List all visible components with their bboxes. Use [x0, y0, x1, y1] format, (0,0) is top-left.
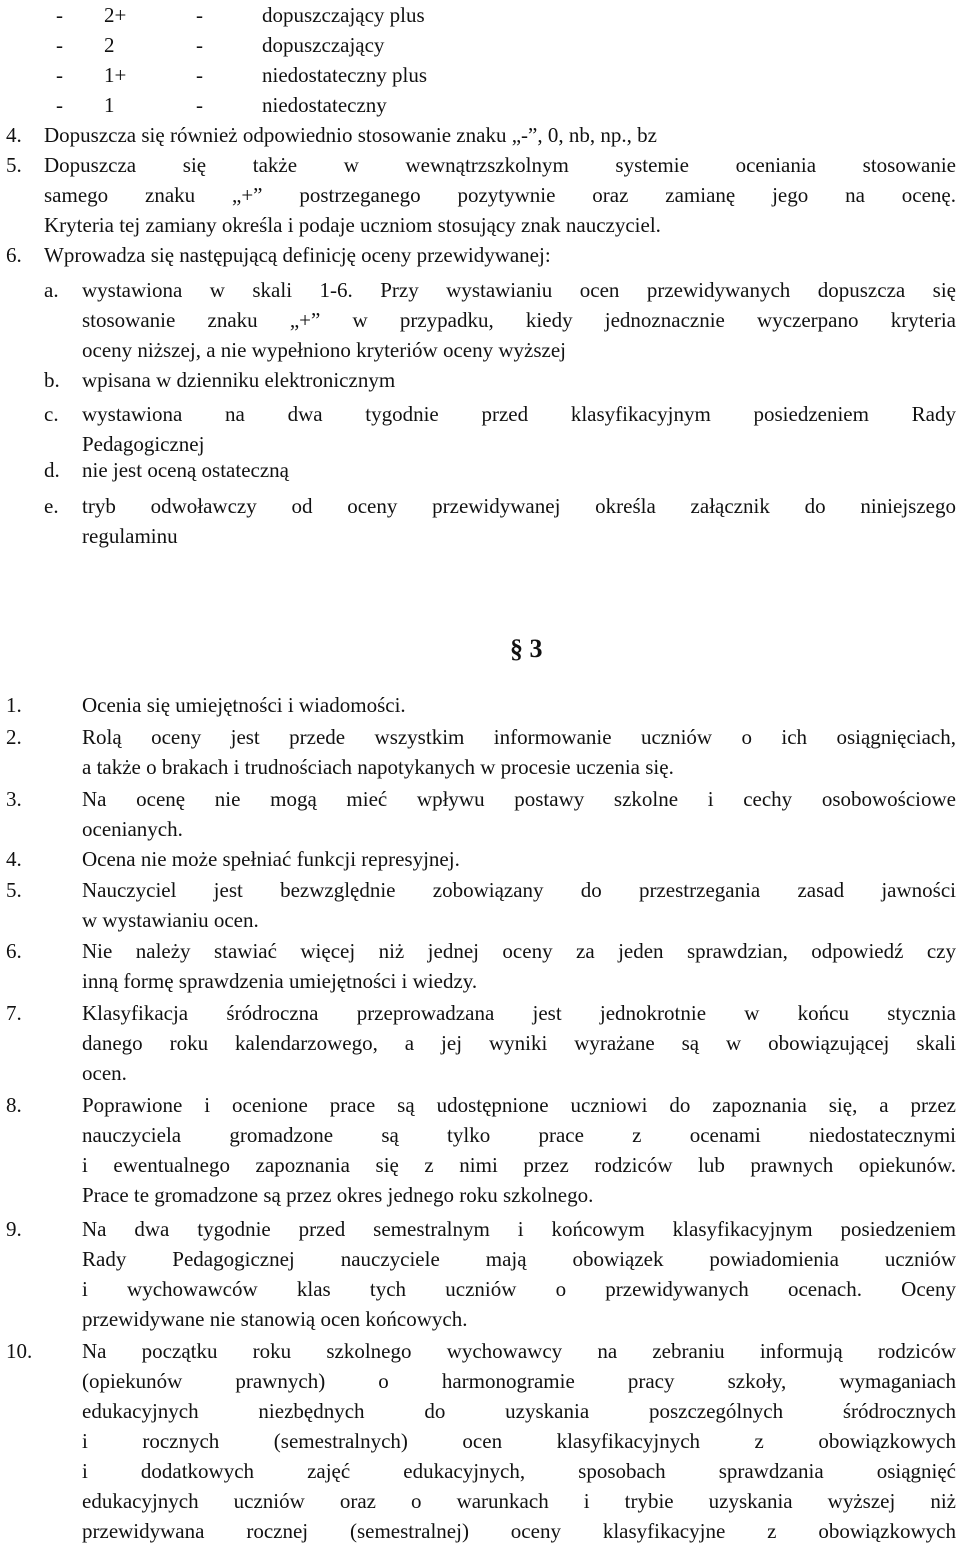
grade-separator: -	[196, 93, 203, 117]
section-item-text: w wystawianiu ocen.	[82, 908, 259, 932]
sub-item-text: wpisana w dzienniku elektronicznym	[82, 368, 396, 392]
section-item-text: inną formę sprawdzenia umiejętności i wiedzy.	[82, 969, 478, 993]
list-item-text: Wprowadza się następującą definicję oceny przewidywanej:	[44, 243, 551, 267]
grade-dash: -	[56, 33, 63, 57]
section-item-text: Klasyfikacja śródroczna przeprowadzana jest jednokrotnie w końcu stycznia	[82, 1001, 956, 1025]
section-item-text: Na dwa tygodnie przed semestralnym i końcowym klasyfikacyjnym posiedzeniem	[82, 1217, 956, 1241]
section-item-number: 1.	[6, 693, 22, 717]
grade-dash: -	[56, 3, 63, 27]
sub-item-letter: d.	[44, 458, 60, 482]
section-item-text: edukacyjnych uczniów oraz o warunkach i trybie uzyskania wyższej niż	[82, 1489, 956, 1513]
sub-item-text: regulaminu	[82, 524, 178, 548]
sub-item-text: oceny niższej, a nie wypełniono kryteriów oceny wyższej	[82, 338, 566, 362]
section-item-text: Prace te gromadzone są przez okres jednego roku szkolnego.	[82, 1183, 594, 1207]
list-item-number: 4.	[6, 123, 22, 147]
section-item-number: 6.	[6, 939, 22, 963]
grade-name: dopuszczający	[262, 33, 385, 57]
section-item-text: i dodatkowych zajęć edukacyjnych, sposobach sprawdzania osiągnięć	[82, 1459, 956, 1483]
section-item-text: edukacyjnych niezbędnych do uzyskania poszczególnych śródrocznych	[82, 1399, 956, 1423]
section-item-text: i rocznych (semestralnych) ocen klasyfikacyjnych z obowiązkowych	[82, 1429, 956, 1453]
list-item-text: samego znaku „+” postrzeganego pozytywnie oraz zamianę jego na ocenę.	[44, 183, 956, 207]
grade-separator: -	[196, 3, 203, 27]
grade-name: niedostateczny	[262, 93, 387, 117]
list-item-text: Dopuszcza się także w wewnątrzszkolnym systemie oceniania stosowanie	[44, 153, 956, 177]
section-item-text: nauczyciela gromadzone są tylko prace z ocenami niedostatecznymi	[82, 1123, 956, 1147]
section-item-text: Na początku roku szkolnego wychowawcy na zebraniu informują rodziców	[82, 1339, 956, 1363]
sub-item-text: wystawiona na dwa tygodnie przed klasyfikacyjnym posiedzeniem Rady	[82, 402, 956, 426]
grade-name: niedostateczny plus	[262, 63, 428, 87]
sub-item-letter: e.	[44, 494, 59, 518]
section-item-number: 5.	[6, 878, 22, 902]
grade-separator: -	[196, 33, 203, 57]
section-item-text: Rolą oceny jest przede wszystkim informowanie uczniów o ich osiągnięciach,	[82, 725, 956, 749]
grade-dash: -	[56, 63, 63, 87]
grade-sign: 1+	[104, 63, 127, 87]
list-item-text: Kryteria tej zamiany określa i podaje uczniom stosujący znak nauczyciel.	[44, 213, 661, 237]
section-item-number: 2.	[6, 725, 22, 749]
section-item-text: i wychowawców klas tych uczniów o przewidywanych ocenach. Oceny	[82, 1277, 956, 1301]
section-item-text: i ewentualnego zapoznania się z nimi przez rodziców lub prawnych opiekunów.	[82, 1153, 956, 1177]
section-item-text: Rady Pedagogicznej nauczyciele mają obowiązek powiadomienia uczniów	[82, 1247, 956, 1271]
section-item-number: 3.	[6, 787, 22, 811]
grade-sign: 2	[104, 33, 115, 57]
section-item-text: ocen.	[82, 1061, 127, 1085]
list-item-text: Dopuszcza się również odpowiednio stosowanie znaku „-”, 0, nb, np., bz	[44, 123, 657, 147]
grade-sign: 1	[104, 93, 115, 117]
grade-sign: 2+	[104, 3, 127, 27]
grade-dash: -	[56, 93, 63, 117]
section-item-number: 9.	[6, 1217, 22, 1241]
grade-name: dopuszczający plus	[262, 3, 425, 27]
list-item-number: 5.	[6, 153, 22, 177]
section-item-text: przewidywana rocznej (semestralnej) oceny klasyfikacyjne z obowiązkowych	[82, 1519, 956, 1543]
section-item-number: 4.	[6, 847, 22, 871]
section-item-text: ocenianych.	[82, 817, 183, 841]
sub-item-text: wystawiona w skali 1-6. Przy wystawianiu ocen przewidywanych dopuszcza się	[82, 278, 956, 302]
sub-item-letter: a.	[44, 278, 59, 302]
section-item-text: Nauczyciel jest bezwzględnie zobowiązany do przestrzegania zasad jawności	[82, 878, 956, 902]
section-item-text: Ocenia się umiejętności i wiadomości.	[82, 693, 406, 717]
section-heading: § 3	[510, 634, 543, 663]
section-item-text: Nie należy stawiać więcej niż jednej oceny za jeden sprawdzian, odpowiedź czy	[82, 939, 956, 963]
sub-item-text: Pedagogicznej	[82, 432, 205, 456]
sub-item-text: stosowanie znaku „+” w przypadku, kiedy jednoznacznie wyczerpano kryteria	[82, 308, 956, 332]
section-item-number: 10.	[6, 1339, 33, 1363]
section-item-text: Ocena nie może spełniać funkcji represyjnej.	[82, 847, 460, 871]
section-item-number: 8.	[6, 1093, 22, 1117]
grade-separator: -	[196, 63, 203, 87]
sub-item-letter: c.	[44, 402, 59, 426]
section-item-number: 7.	[6, 1001, 22, 1025]
section-item-text: a także o brakach i trudnościach napotykanych w procesie uczenia się.	[82, 755, 674, 779]
section-item-text: danego roku kalendarzowego, a jej wyniki wyrażane są w obowiązującej skali	[82, 1031, 956, 1055]
list-item-number: 6.	[6, 243, 22, 267]
section-item-text: (opiekunów prawnych) o harmonogramie pracy szkoły, wymaganiach	[82, 1369, 956, 1393]
section-item-text: przewidywane nie stanowią ocen końcowych.	[82, 1307, 468, 1331]
section-item-text: Na ocenę nie mogą mieć wpływu postawy szkolne i cechy osobowościowe	[82, 787, 956, 811]
section-item-text: Poprawione i ocenione prace są udostępnione uczniowi do zapoznania się, a przez	[82, 1093, 956, 1117]
sub-item-text: nie jest oceną ostateczną	[82, 458, 289, 482]
sub-item-letter: b.	[44, 368, 60, 392]
sub-item-text: tryb odwoławczy od oceny przewidywanej określa załącznik do niniejszego	[82, 494, 956, 518]
